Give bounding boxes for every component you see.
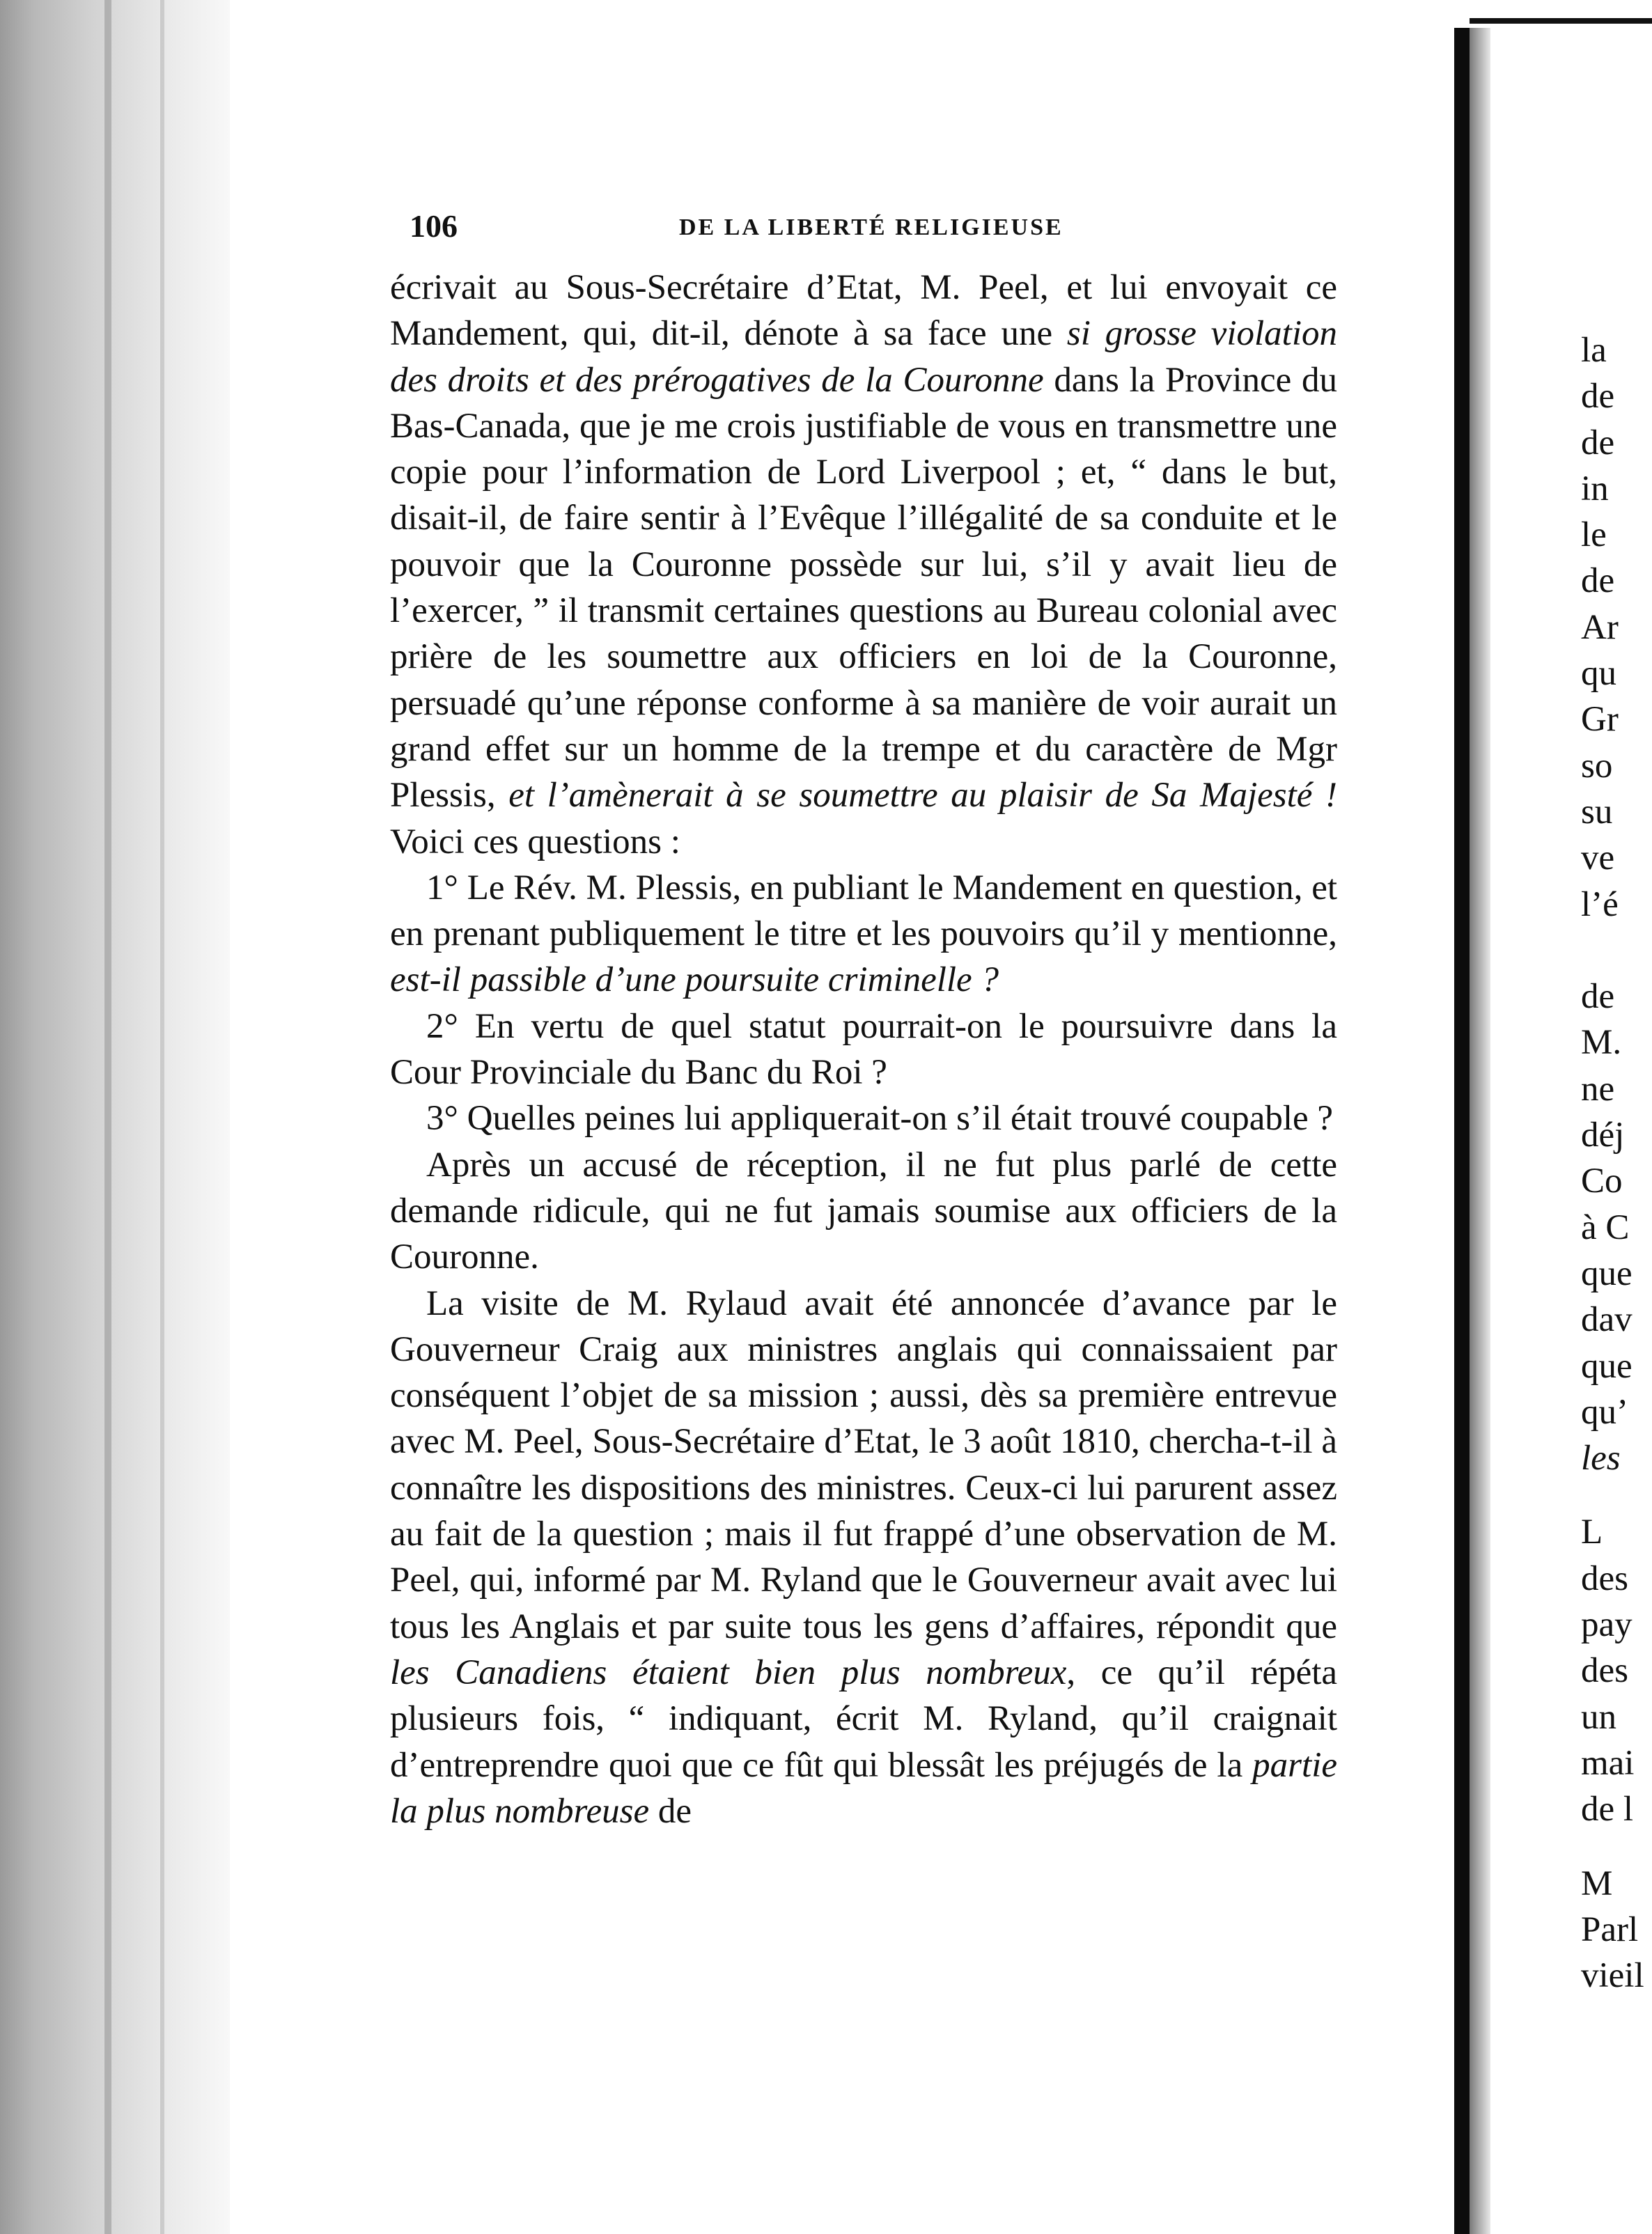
gutter-line: [104, 0, 111, 2234]
body-text: [390, 265, 1337, 1834]
facing-line-fragment: vieil: [1581, 1956, 1644, 1996]
text-span: 2° En vertu de quel statut pourrait-on le poursuivre dans la Cour Provinciale du Banc du Roi ?: [390, 1006, 1337, 1093]
running-title: DE LA LIBERTÉ RELIGIEUSE: [679, 214, 1063, 240]
italic-text: et l’amènerait à se soumettre au plaisir de Sa Majesté !: [508, 776, 1337, 815]
facing-line-fragment: ne: [1581, 1069, 1615, 1109]
paragraph: [390, 1003, 1337, 1096]
facing-line-fragment: de: [1581, 977, 1615, 1017]
text-span: dans la Province du Bas-Canada, que je me crois justifiable de vous en transmettre une copie pour l’information de Lord Liverpool ; et, “ dans le but, disait-il, de faire sentir à l’Evêque l’illégalité de sa conduite et le pouvoir que la Couronne possède sur lui, s’il y avait lieu de l’exercer, ” il transmit certaines questions au Bureau colonial avec prière de les soumettre aux officiers en loi de la Couronne, persuadé qu’une réponse conforme à sa manière de voir aurait un grand effet sur un homme de la trempe et du caractère de Mgr Plessis,: [390, 360, 1337, 815]
facing-line-fragment: déj: [1581, 1116, 1625, 1155]
facing-line-fragment: qu: [1581, 654, 1616, 694]
text-span: 1° Le Rév. M. Plessis, en publiant le Mandement en question, et en prenant publiquement le titre et les pouvoirs qu’il y mentionne,: [390, 868, 1337, 954]
facing-line-fragment: dav: [1581, 1300, 1632, 1340]
right-gutter-bar: [1454, 28, 1470, 2234]
text-span: Voici ces questions :: [390, 822, 680, 861]
italic-text: est-il passible d’une poursuite criminelle ?: [390, 960, 999, 1000]
text-span: 3° Quelles peines lui appliquerait-on s’il était trouvé coupable ?: [426, 1099, 1334, 1139]
facing-line-fragment: la: [1581, 331, 1607, 370]
facing-page-fragment: [1581, 327, 1652, 1999]
facing-line-fragment: à C: [1581, 1208, 1630, 1247]
italic-text: les Canadiens étaient bien plus nombreux: [390, 1653, 1067, 1692]
facing-line-fragment: que: [1581, 1346, 1632, 1386]
facing-line-fragment: que: [1581, 1253, 1632, 1293]
page-edge-line: [1470, 18, 1652, 24]
right-gutter-shadow: [1470, 28, 1490, 2234]
facing-line-fragment: M.: [1581, 1023, 1622, 1063]
book-page: [390, 202, 1337, 1834]
text-span: Après un accusé de réception, il ne fut plus parlé de cette demande ridicule, qui ne fut jamais soumise aux officiers de la Couronne.: [390, 1145, 1337, 1277]
facing-line-fragment: pay: [1581, 1605, 1632, 1645]
facing-line-fragment: de: [1581, 377, 1615, 416]
italic-text: si grosse violation des droits et des prérogatives de la Couronne: [390, 314, 1337, 400]
facing-line-fragment: su: [1581, 792, 1613, 831]
facing-line-fragment: M: [1581, 1864, 1613, 1903]
text-span: écrivait au Sous-Secrétaire d’Etat, M. Peel, et lui envoyait ce Mandement, qui, dit-il, dénote à sa face une: [390, 268, 1337, 354]
gutter-line: [160, 0, 164, 2234]
facing-line-fragment: les: [1581, 1439, 1621, 1478]
paragraph: [390, 1142, 1337, 1281]
left-gutter-shadow: [0, 0, 230, 2234]
facing-line-fragment: Co: [1581, 1162, 1623, 1201]
text-span: , ce qu’il répéta plusieurs fois, “ indiquant, écrit M. Ryland, qu’il craignait d’entreprendre quoi que ce fût qui blessât les préjugés de la: [390, 1653, 1338, 1785]
facing-line-fragment: de: [1581, 561, 1615, 601]
facing-line-fragment: in: [1581, 469, 1609, 508]
italic-text: partie la plus nombreuse: [390, 1745, 1337, 1831]
facing-line-fragment: Ar: [1581, 607, 1619, 647]
paragraph: [390, 1095, 1337, 1141]
text-span: La visite de M. Rylaud avait été annoncée d’avance par le Gouverneur Craig aux ministres anglais qui connaissaient par conséquent l’objet de sa mission ; aussi, dès sa première entrevue avec M. Peel, Sous-Secrétaire d’Etat, le 3 août 1810, chercha-t-il à connaître les dispositions des ministres. Ceux-ci lui parurent assez au fait de la question ; mais il fut frappé d’une observation de M. Peel, qui, informé par M. Ryland que le Gouverneur avait avec lui tous les Anglais et par suite tous les gens d’affaires, répondit que: [390, 1283, 1337, 1646]
facing-line-fragment: des: [1581, 1559, 1628, 1598]
page-number: 106: [410, 208, 458, 244]
facing-line-fragment: un: [1581, 1697, 1616, 1737]
facing-line-fragment: Gr: [1581, 700, 1619, 740]
paragraph: [390, 865, 1337, 1003]
facing-line-fragment: Parl: [1581, 1909, 1639, 1949]
facing-line-fragment: [1581, 928, 1652, 974]
facing-line-fragment: de: [1581, 423, 1615, 462]
paragraph: [390, 265, 1337, 865]
facing-line-fragment: des: [1581, 1651, 1628, 1691]
facing-line-fragment: l’é: [1581, 884, 1619, 924]
page-header: [390, 202, 1337, 265]
paragraph: [390, 1281, 1337, 1835]
facing-line-fragment: de l: [1581, 1790, 1634, 1829]
facing-line-fragment: le: [1581, 515, 1607, 555]
facing-line-fragment: ve: [1581, 838, 1615, 878]
facing-line-fragment: qu’: [1581, 1392, 1628, 1432]
facing-line-fragment: so: [1581, 746, 1613, 786]
facing-line-fragment: mai: [1581, 1743, 1635, 1783]
text-span: de: [649, 1791, 692, 1831]
facing-line-fragment: L: [1581, 1513, 1603, 1552]
